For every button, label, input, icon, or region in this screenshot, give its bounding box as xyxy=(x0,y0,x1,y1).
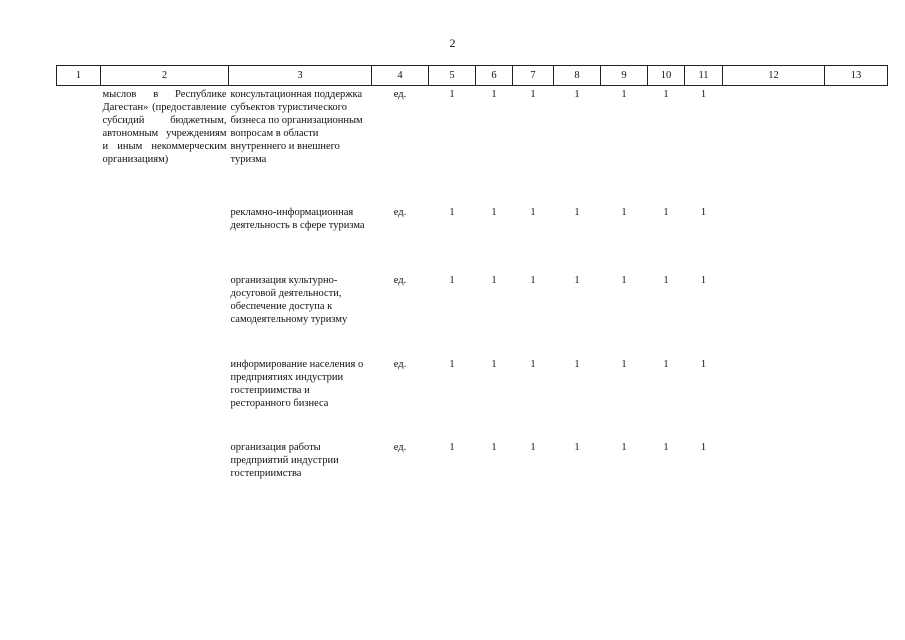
value-cell: 1 xyxy=(530,89,536,100)
value-cell: 1 xyxy=(621,207,627,218)
value-cell: 1 xyxy=(700,207,707,218)
page-number: 2 xyxy=(449,36,456,50)
value-cell: 1 xyxy=(663,359,669,370)
unit-cell: ед. xyxy=(393,359,407,370)
value-cell: 1 xyxy=(449,275,455,286)
column-header: 8 xyxy=(554,66,601,86)
column-header: 13 xyxy=(825,66,888,86)
column-header: 6 xyxy=(476,66,513,86)
work-description: информирование населения о предприятиях индустрии гостеприимства и ресторанного бизнеса xyxy=(230,359,364,409)
value-cell: 1 xyxy=(491,89,497,100)
value-cell: 1 xyxy=(574,359,580,370)
value-cell: 1 xyxy=(663,442,669,453)
value-cell: 1 xyxy=(491,359,497,370)
value-cell: 1 xyxy=(574,89,580,100)
value-cell: 1 xyxy=(663,207,669,218)
column-header: 12 xyxy=(723,66,825,86)
column-header: 1 xyxy=(57,66,101,86)
value-cell: 1 xyxy=(449,207,455,218)
column-header: 3 xyxy=(229,66,372,86)
value-cell: 1 xyxy=(663,89,669,100)
work-description: консультационная поддержка субъектов туристического бизнеса по организационным вопросам в области внутреннего и внешнего туризма xyxy=(230,89,363,165)
value-cell: 1 xyxy=(491,442,497,453)
value-cell: 1 xyxy=(449,89,455,100)
column-header: 2 xyxy=(101,66,229,86)
column-number-header-row xyxy=(57,66,888,86)
value-cell: 1 xyxy=(491,275,497,286)
value-cell: 1 xyxy=(530,207,536,218)
unit-cell: ед. xyxy=(393,442,407,453)
value-cell: 1 xyxy=(621,442,627,453)
table-row xyxy=(57,86,888,207)
value-cell: 1 xyxy=(574,275,580,286)
value-cell: 1 xyxy=(621,89,627,100)
column-header: 4 xyxy=(372,66,429,86)
column-header: 10 xyxy=(648,66,685,86)
unit-cell: ед. xyxy=(393,275,407,286)
value-cell: 1 xyxy=(700,442,707,453)
column-header: 7 xyxy=(513,66,554,86)
value-cell: 1 xyxy=(574,207,580,218)
value-cell: 1 xyxy=(530,442,536,453)
value-cell: 1 xyxy=(663,275,669,286)
value-cell: 1 xyxy=(530,275,536,286)
column-header: 11 xyxy=(685,66,723,86)
unit-cell: ед. xyxy=(393,89,407,100)
value-cell: 1 xyxy=(700,89,707,100)
value-cell: 1 xyxy=(574,442,580,453)
value-cell: 1 xyxy=(621,359,627,370)
value-cell: 1 xyxy=(621,275,627,286)
service-name-continuation: мыслов в Республике Дагестан» (предоставление субсидий бюджетным, автономным учреждениям и иным некоммерческим организациям) xyxy=(102,89,227,165)
value-cell: 1 xyxy=(700,275,707,286)
value-cell: 1 xyxy=(491,207,497,218)
work-description: рекламно-информационная деятельность в сфере туризма xyxy=(230,207,365,231)
unit-cell: ед. xyxy=(393,207,407,218)
column-header: 5 xyxy=(429,66,476,86)
value-cell: 1 xyxy=(530,359,536,370)
work-description: организация культурно-досуговой деятельности, обеспечение доступа к самодеятельному туризму xyxy=(230,275,348,325)
value-cell: 1 xyxy=(449,359,455,370)
column-header: 9 xyxy=(601,66,648,86)
value-cell: 1 xyxy=(700,359,707,370)
value-cell: 1 xyxy=(449,442,455,453)
services-table xyxy=(56,65,888,481)
work-description: организация работы предприятий индустрии гостеприимства xyxy=(230,442,339,479)
